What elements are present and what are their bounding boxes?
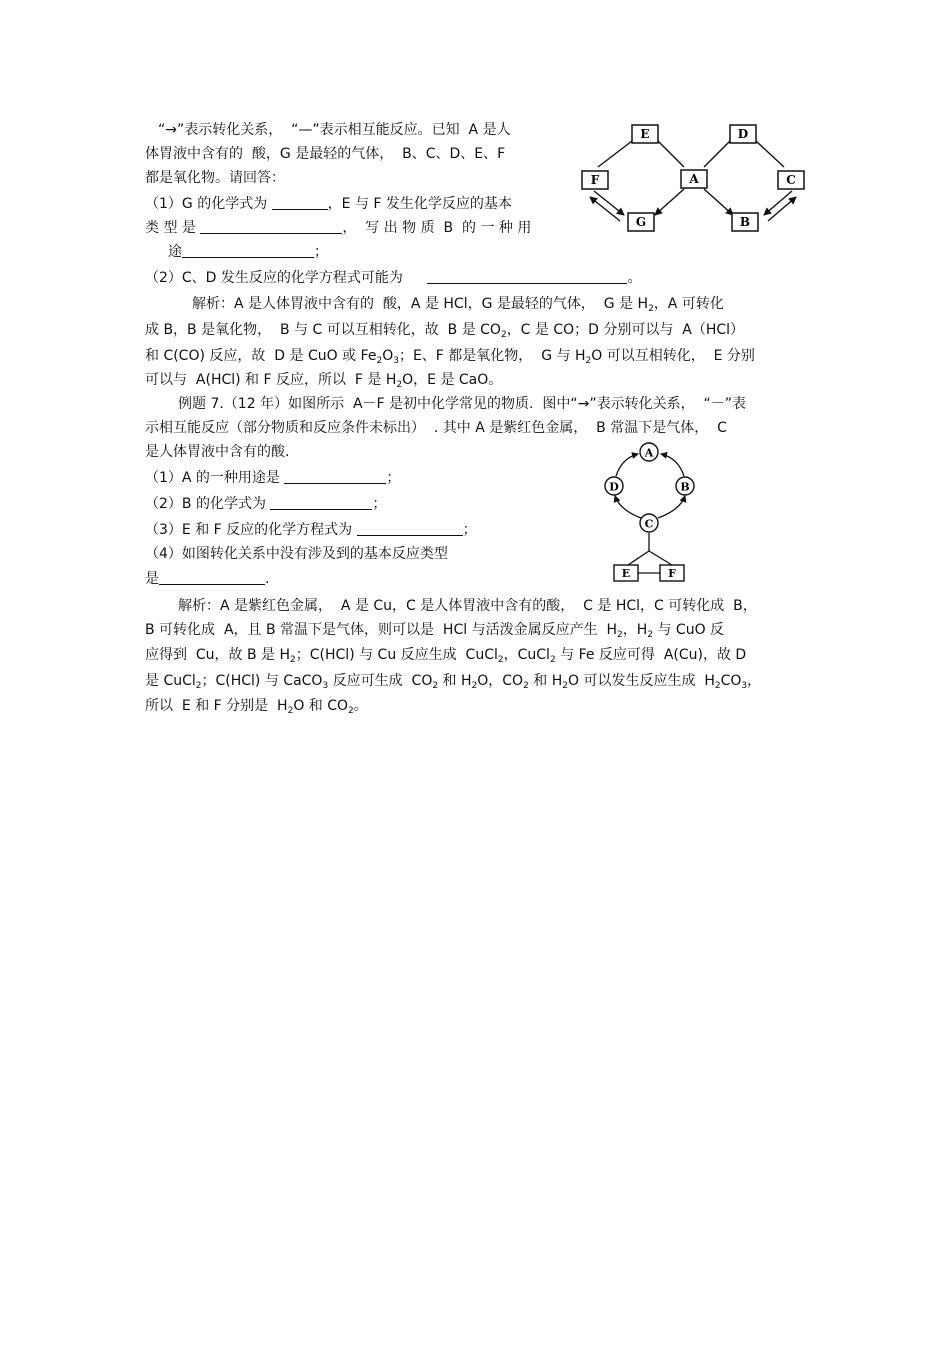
arrow-c-d <box>615 496 641 518</box>
ana7-line-5: 所以 E 和 F 分别是 $H_2O$ 和 $CO_2$。 <box>145 698 368 716</box>
node-d <box>605 477 623 495</box>
figure-2-diagram <box>598 438 708 586</box>
node-a <box>640 443 658 461</box>
svg-text:A: A <box>644 446 654 460</box>
line-a-d <box>704 141 730 167</box>
fig2-nodes <box>605 443 694 581</box>
q6-line-6: 途 ； <box>168 244 328 260</box>
ana6-line-2: 成 B，B 是氧化物， B 与 C 可以互相转化，故 B 是 $CO_2$，C 是 CO；D 分别可以与 A（HCl） <box>145 322 745 340</box>
node-e <box>614 565 638 581</box>
node-e <box>632 125 658 143</box>
svg-text:F: F <box>590 173 600 187</box>
node-f <box>582 171 608 189</box>
node-b <box>732 213 758 231</box>
q6-line-1: “→”表示转化关系， “—”表示相互能反应。已知 A 是人 <box>158 122 511 138</box>
q6-line-5: 类 型 是 ， 写 出 物 质 B 的 一 种 用 <box>145 220 532 236</box>
svg-text:C: C <box>786 173 796 187</box>
line-d-c <box>756 141 784 167</box>
svg-text:A: A <box>689 172 699 186</box>
ex7-q2: （2）B 的化学式为 ； <box>145 496 387 512</box>
node-c <box>640 514 658 532</box>
ex7-q4: （4）如图转化关系中没有涉及到的基本反应类型 <box>145 546 448 562</box>
svg-text:E: E <box>621 567 631 580</box>
answer-blank[interactable] <box>284 469 386 484</box>
node-b <box>676 477 694 495</box>
ex7-line-1: 例题 7.（12 年）如图所示 A－F 是初中化学常见的物质. 图中“→”表示转化关系， “－”表 <box>178 396 747 412</box>
figure-1-diagram <box>570 115 820 245</box>
node-f <box>660 565 684 581</box>
q6-line-7: （2）C、D 发生反应的化学方程式可能为 。 <box>145 270 642 286</box>
node-d <box>730 125 756 143</box>
answer-blank[interactable] <box>159 570 265 585</box>
line-e-a <box>658 141 684 167</box>
ana7-line-1: 解析：A 是紫红色金属， A 是 Cu，C 是人体胃液中含有的酸， C 是 HCl，C 可转化成 B， <box>178 598 757 614</box>
ana7-line-4: 是 CuCl$_2$；C(HCl) 与 CaCO$_3$ 反应可生成 $CO_2$ 和 $H_2O$，$CO_2$ 和 $H_2O$ 可以发生反应生成 $H_2CO_3$， <box>145 673 762 691</box>
answer-blank[interactable] <box>182 243 314 258</box>
svg-text:B: B <box>680 480 690 494</box>
arrow-b-a <box>661 454 684 476</box>
answer-blank[interactable] <box>427 269 627 284</box>
svg-text:B: B <box>739 215 751 229</box>
ex7-q4-answer: 是 . <box>145 571 270 587</box>
svg-text:F: F <box>668 567 676 580</box>
svg-text:C: C <box>644 517 654 531</box>
q6-line-4: （1）G 的化学式为 ，E 与 F 发生化学反应的基本 <box>145 196 512 212</box>
line-fork-e <box>628 551 649 565</box>
node-a <box>681 170 707 188</box>
line-e-f <box>598 141 632 167</box>
arrow-c-b <box>764 191 792 215</box>
node-c <box>778 171 804 189</box>
q6-line-2: 体胃液中含有的 酸，G 是最轻的气体， B、C、D、E、F <box>145 146 506 162</box>
ex7-line-3: 是人体胃液中含有的酸. <box>145 444 290 460</box>
svg-text:G: G <box>635 215 647 229</box>
answer-blank[interactable] <box>270 495 372 510</box>
q6-line-3: 都是氧化物。请回答： <box>145 170 285 186</box>
ex7-q3: （3）E 和 F 反应的化学方程式为 ； <box>145 522 477 538</box>
arrow-b-c <box>768 197 796 221</box>
arrow-d-a <box>616 454 638 476</box>
svg-text:D: D <box>609 480 619 494</box>
arrow-a-g <box>655 189 684 215</box>
node-g <box>628 213 654 231</box>
line-fork-f <box>649 551 672 565</box>
ex7-line-2: 示相互能反应（部分物质和反应条件未标出） . 其中 A 是紫红色金属， B 常温下是气体， C <box>145 420 727 436</box>
fig1-nodes <box>582 125 804 231</box>
ana6-line-1: 解析：A 是人体胃液中含有的 酸，A 是 HCl，G 是最轻的气体， G 是 $H_2$，A 可转化 <box>192 296 724 314</box>
svg-text:E: E <box>640 127 650 141</box>
arrow-c-b <box>658 496 685 518</box>
ana6-line-3: 和 C(CO) 反应，故 D 是 CuO 或 $Fe_2O_3$；E、F 都是氧化物， G 与 $H_2O$ 可以互相转化， E 分别 <box>145 348 755 366</box>
ana7-line-3: 应得到 Cu，故 B 是 $H_2$；C(HCl) 与 Cu 反应生成 CuCl$_2$，CuCl$_2$ 与 Fe 反应可得 A(Cu)，故 D <box>145 647 747 665</box>
ana6-line-4: 可以与 A(HCl) 和 F 反应，所以 F 是 $H_2O$，E 是 CaO。 <box>145 372 503 390</box>
ex7-q1: （1）A 的一种用途是 ； <box>145 470 401 486</box>
arrow-a-b <box>704 189 733 215</box>
answer-blank[interactable] <box>357 521 463 536</box>
answer-blank[interactable] <box>272 195 328 210</box>
ana7-line-2: B 可转化成 A，且 B 常温下是气体，则可以是 HCl 与活泼金属反应产生 $H_2$，$H_2$ 与 CuO 反 <box>145 622 725 640</box>
svg-text:D: D <box>737 127 749 141</box>
answer-blank[interactable] <box>200 219 342 234</box>
